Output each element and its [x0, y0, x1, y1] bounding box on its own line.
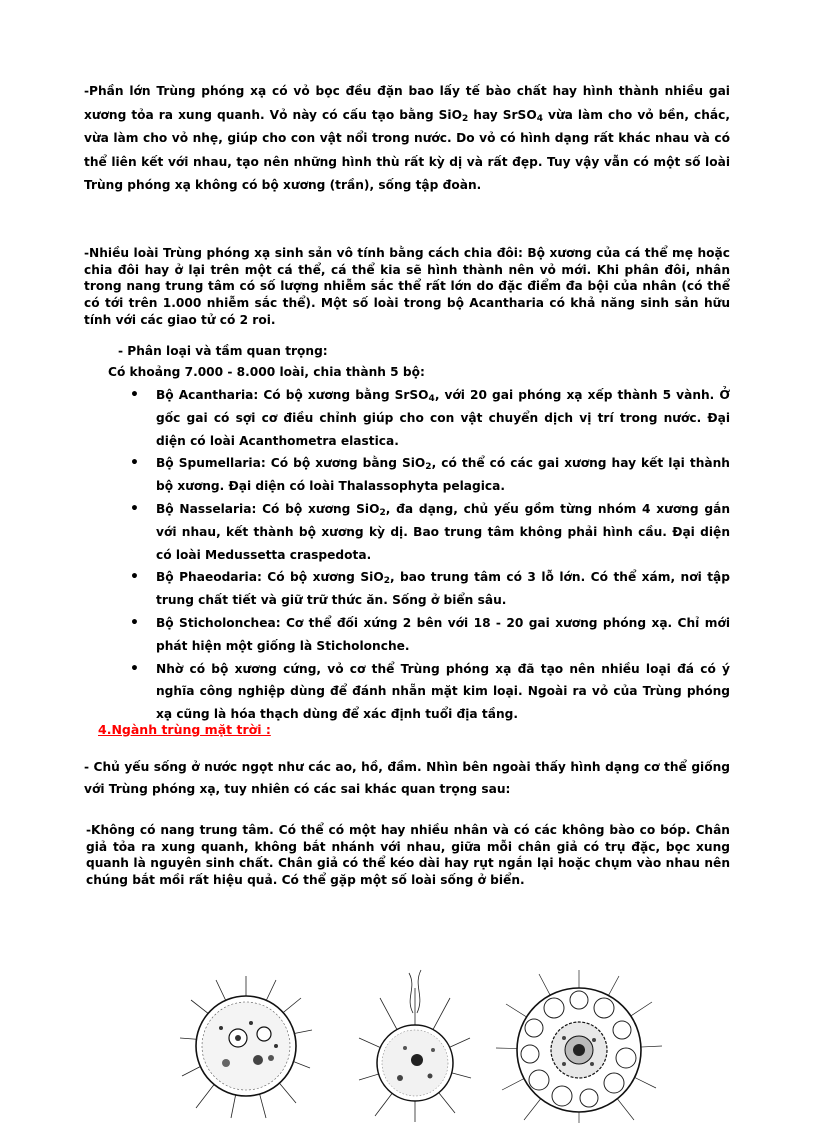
- paragraph-reproduction: -Nhiều loài Trùng phóng xạ sinh sản vô tính bằng cách chia đôi: Bộ xương của cá thể mẹ hoặc chia đôi hay ở lại trên một cá thể, cá thể kia sẽ hình thành nên vỏ mới. Khi phân đôi, nhân trong nang trung tâm có số lượng nhiễm sắc thể rất lớn do đặc điểm đa bội của nhân (có thể có tới trên 1.000 nhiễm sắc thể). Một số loài trong bộ Acantharia có khả năng sinh sản hữu tính với các giao tử có 2 roi.: [84, 246, 730, 327]
- bullet-icon: •: [130, 387, 139, 403]
- list-item: • Nhờ có bộ xương cứng, vỏ cơ thể Trùng phóng xạ đã tạo nên nhiều loại đá có ý nghĩa công nghiệp dùng để đánh nhẵn mặt kim loại. Ngoài ra vỏ của Trùng phóng xạ cũng là hóa thạch dùng để xác định tuổi địa tầng.: [130, 658, 730, 726]
- list-item: • Bộ Acantharia: Có bộ xương bằng SrSO$_4$, với 20 gai phóng xạ xếp thành 5 vành. Ở gốc gai có sợi cơ điều chỉnh giúp cho con vật chuyển dịch vị trí trong nước. Đại diện có loài Acanthometra elastica.: [130, 384, 730, 452]
- illustration-heliozoan-3: [494, 968, 664, 1123]
- classification-heading: - Phân loại và tầm quan trọng:: [118, 344, 328, 358]
- list-item: • Bộ Phaeodaria: Có bộ xương SiO$_2$, bao trung tâm có 3 lỗ lớn. Có thể xám, nơi tập trung chất tiết và giữ trữ thức ăn. Sống ở biển sâu.: [130, 566, 730, 612]
- bullet-icon: •: [130, 500, 139, 517]
- species-count: Có khoảng 7.000 - 8.000 loài, chia thành 5 bộ:: [108, 365, 425, 379]
- order-list: [130, 384, 730, 726]
- illustration-heliozoan-1: [176, 968, 316, 1123]
- list-item: • Bộ Sticholonchea: Cơ thể đối xứng 2 bên với 18 - 20 gai xương phóng xạ. Chỉ mới phát hiện một giống là Sticholonche.: [130, 612, 730, 658]
- bullet-icon: •: [130, 569, 139, 586]
- list-item: • Bộ Spumellaria: Có bộ xương bằng SiO$_2$, có thể có các gai xương hay kết lại thành bộ xương. Đại diện có loài Thalassophyta pelagica.: [130, 452, 730, 498]
- paragraph-differences: -Không có nang trung tâm. Có thể có một hay nhiều nhân và có các không bào co bóp. Chân giả tỏa ra xung quanh, không bắt nhánh với nhau, giữa mỗi chân giả có trụ đặc, bọc xung quanh là nguyên sinh chất. Chân giả có thể kéo dài hay rụt ngắn lại hoặc chụm vào nhau nên chúng bắt mồi rất hiệu quả. Có thể gặp một số loài sống ở biển.: [86, 823, 730, 888]
- section-heading-heliozoa: 4.Ngành trùng mặt trời :: [98, 722, 271, 737]
- bullet-icon: •: [130, 455, 139, 472]
- bullet-icon: •: [130, 614, 139, 631]
- paragraph-skeleton: -Phần lớn Trùng phóng xạ có vỏ bọc đều đặn bao lấy tế bào chất hay hình thành nhiều gai xương tỏa ra xung quanh. Vỏ này có cấu tạo bằng SiO$_2$ hay SrSO$_4$ vừa làm cho vỏ bền, chắc, vừa làm cho vỏ nhẹ, giúp cho con vật nổi trong nước. Do vỏ có hình dạng rất khác nhau và có thể liên kết với nhau, tạo nên những hình thù rất kỳ dị và rất đẹp. Tuy vậy vẫn có một số loài Trùng phóng xạ không có bộ xương (trần), sống tập đoàn.: [84, 84, 730, 192]
- paragraph-habitat: - Chủ yếu sống ở nước ngọt như các ao, hồ, đầm. Nhìn bên ngoài thấy hình dạng cơ thể giống với Trùng phóng xạ, tuy nhiên có các sai khác quan trọng sau:: [84, 760, 730, 796]
- illustration-heliozoan-2: [355, 968, 475, 1123]
- bullet-icon: •: [130, 660, 139, 677]
- list-item: • Bộ Nasselaria: Có bộ xương SiO$_2$, đa dạng, chủ yếu gồm từng nhóm 4 xương gắn với nhau, kết thành bộ xương kỳ dị. Bao trung tâm không phải hình cầu. Đại diện có loài Medussetta craspedota.: [130, 498, 730, 566]
